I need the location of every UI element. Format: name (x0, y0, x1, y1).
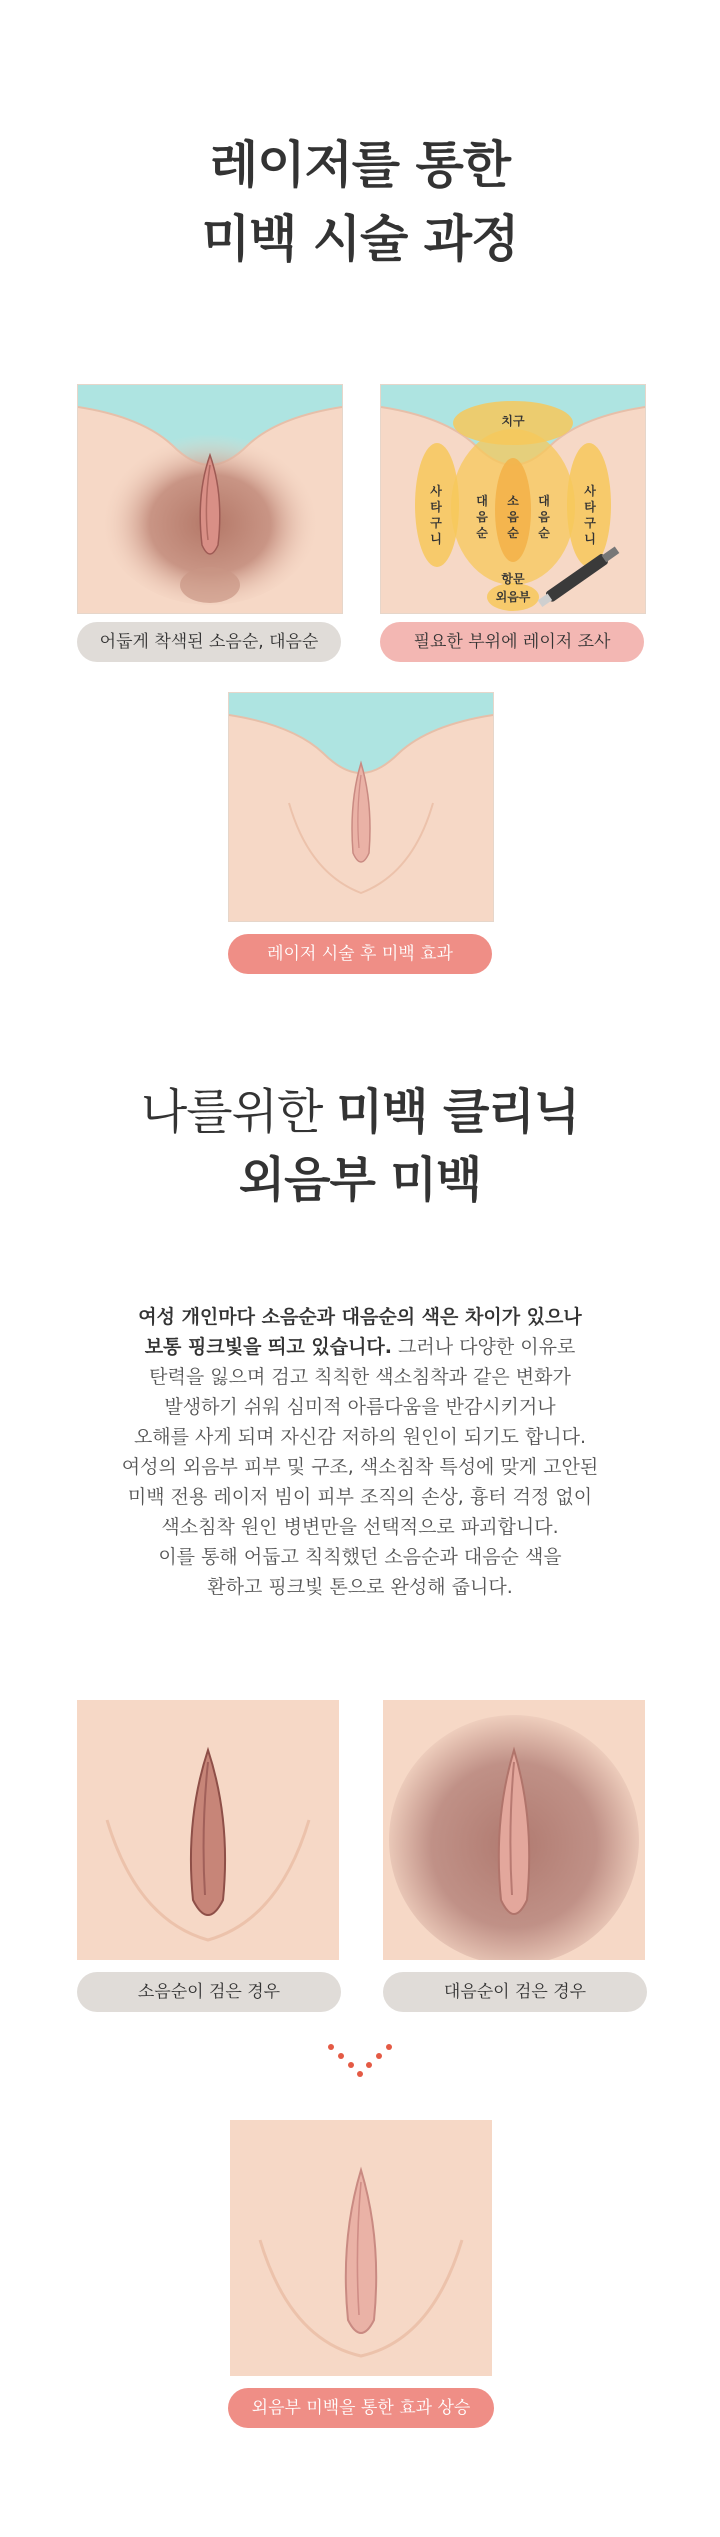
arrow-dot (366, 2062, 372, 2068)
case1-image (77, 1700, 339, 1960)
section1-title-line1: 레이저를 통한 (209, 136, 511, 194)
case2-label: 대음순이 검은 경우 (383, 1972, 647, 2012)
step1-label: 어둡게 착색된 소음순, 대음순 (77, 622, 341, 662)
diagram-label-left-labia-majora: 대 음 순 (476, 494, 488, 540)
step2-label: 필요한 부위에 레이저 조사 (380, 622, 644, 662)
step3-illustration (228, 692, 494, 922)
step3-image (229, 693, 493, 921)
arrow-dot (328, 2044, 334, 2050)
result-label: 외음부 미백을 통한 효과 상승 (228, 2388, 494, 2428)
case2-illustration (383, 1700, 645, 1960)
desc-line: 여성의 외음부 피부 및 구조, 색소침착 특성에 맞게 고안된 (121, 1456, 599, 1478)
section1-title (0, 128, 720, 276)
diagram-label-clitoris: 치구 (501, 414, 525, 428)
desc-line: 발생하기 쉬워 심미적 아름다움을 반감시키거나 (164, 1396, 556, 1418)
arrow-dot (348, 2062, 354, 2068)
arrow-dot (386, 2044, 392, 2050)
case1-illustration (77, 1700, 339, 1960)
arrow-dot (376, 2053, 382, 2059)
case1-label: 소음순이 검은 경우 (77, 1972, 341, 2012)
desc-line: 색소침착 원인 병변만을 선택적으로 파괴합니다. (161, 1516, 559, 1538)
section1-title-line2: 미백 시술 과정 (201, 210, 519, 268)
down-arrow-icon (320, 2040, 400, 2080)
case2-image (383, 1700, 645, 1960)
step1-illustration (77, 384, 343, 614)
desc-line: 환하고 핑크빛 톤으로 완성해 줍니다. (207, 1576, 513, 1598)
diagram-label-right-groin: 사 타 구 니 (584, 484, 596, 546)
result-illustration (230, 2120, 492, 2376)
desc-line: 미백 전용 레이저 빔이 피부 조직의 손상, 흉터 걱정 없이 (127, 1486, 593, 1508)
diagram-label-right-labia-majora: 대 음 순 (538, 494, 550, 540)
arrow-dot (357, 2071, 363, 2077)
result-image (230, 2120, 492, 2376)
diagram-label-anus: 항문 (501, 572, 525, 586)
section2-title-bold: 미백 클리닉 (336, 1084, 580, 1140)
desc-bold-2: 보통 핑크빛을 띄고 있습니다. (144, 1336, 392, 1358)
step2-diagram (380, 384, 646, 614)
diagram-label-labia-minora: 소 음 순 (507, 494, 519, 540)
diagram-label-vulva: 외음부 (495, 590, 531, 604)
desc-line: 탄력을 잃으며 검고 칙칙한 색소침착과 같은 변화가 (149, 1366, 571, 1388)
section2-title-line1 (0, 1078, 720, 1146)
description (40, 1302, 680, 1602)
step3-label: 레이저 시술 후 미백 효과 (228, 934, 492, 974)
desc-rest-1: 그러나 다양한 이유로 (398, 1336, 576, 1358)
arrow-dot (338, 2053, 344, 2059)
section2-title-line2: 외음부 미백 (238, 1152, 482, 1208)
step1-image (78, 385, 342, 613)
desc-bold-1: 여성 개인마다 소음순과 대음순의 색은 차이가 있으나 (138, 1306, 582, 1328)
section2-title-light: 나를위한 (140, 1084, 323, 1140)
section2-title (0, 1078, 720, 1214)
desc-line: 오해를 사게 되며 자신감 저하의 원인이 되기도 합니다. (133, 1426, 587, 1448)
desc-line: 이를 통해 어둡고 칙칙했던 소음순과 대음순 색을 (158, 1546, 562, 1568)
diagram-label-left-groin: 사 타 구 니 (430, 484, 442, 546)
